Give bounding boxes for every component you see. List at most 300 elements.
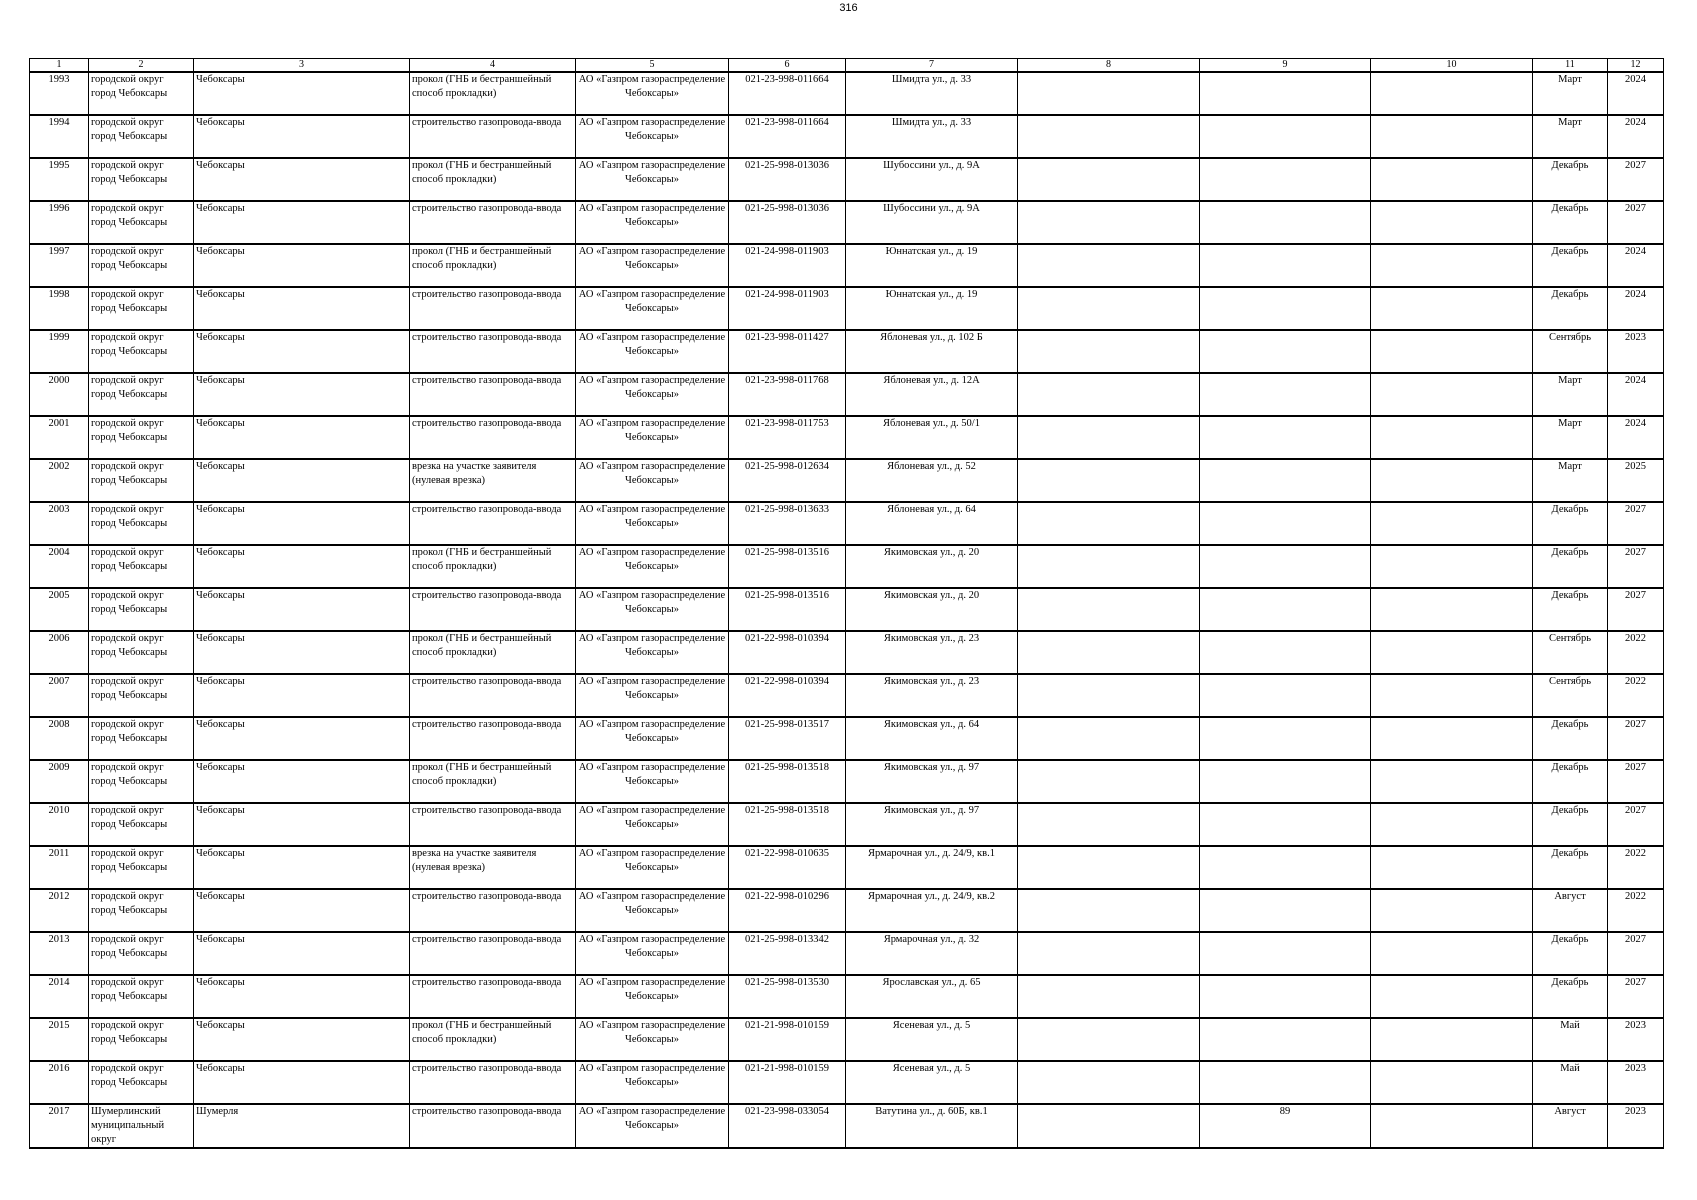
month-cell: Декабрь <box>1533 717 1608 760</box>
column-10-cell <box>1371 115 1533 158</box>
application-number-cell: 021-22-998-010394 <box>729 674 846 717</box>
month-cell: Декабрь <box>1533 545 1608 588</box>
table-row <box>30 975 1664 1018</box>
month-cell: Март <box>1533 373 1608 416</box>
row-number-cell: 2016 <box>30 1061 89 1104</box>
column-8-cell <box>1018 158 1200 201</box>
address-cell: Якимовская ул., д. 20 <box>846 588 1018 631</box>
settlement-cell: Чебоксары <box>194 674 410 717</box>
column-10-cell <box>1371 158 1533 201</box>
application-number-cell: 021-22-998-010394 <box>729 631 846 674</box>
work-type-cell: строительство газопровода-ввода <box>410 588 576 631</box>
column-8-cell <box>1018 115 1200 158</box>
month-cell: Декабрь <box>1533 975 1608 1018</box>
column-8-cell <box>1018 459 1200 502</box>
year-cell: 2024 <box>1608 416 1664 459</box>
settlement-cell: Чебоксары <box>194 502 410 545</box>
month-cell: Сентябрь <box>1533 330 1608 373</box>
application-number-cell: 021-25-998-013036 <box>729 201 846 244</box>
year-cell: 2022 <box>1608 631 1664 674</box>
table-row <box>30 115 1664 158</box>
column-9-cell <box>1200 72 1371 115</box>
settlement-cell: Чебоксары <box>194 631 410 674</box>
settlement-cell: Чебоксары <box>194 72 410 115</box>
application-number-cell: 021-23-998-011768 <box>729 373 846 416</box>
application-number-cell: 021-24-998-011903 <box>729 244 846 287</box>
column-8-cell <box>1018 588 1200 631</box>
district-cell: городской округ город Чебоксары <box>89 588 194 631</box>
work-type-cell: строительство газопровода-ввода <box>410 287 576 330</box>
year-cell: 2023 <box>1608 330 1664 373</box>
month-cell: Декабрь <box>1533 932 1608 975</box>
column-9-cell <box>1200 760 1371 803</box>
month-cell: Март <box>1533 459 1608 502</box>
row-number-cell: 2010 <box>30 803 89 846</box>
column-10-cell <box>1371 631 1533 674</box>
settlement-cell: Чебоксары <box>194 932 410 975</box>
column-10-cell <box>1371 1018 1533 1061</box>
organization-cell: АО «Газпром газораспределение Чебоксары» <box>576 1104 729 1148</box>
column-8-cell <box>1018 72 1200 115</box>
organization-cell: АО «Газпром газораспределение Чебоксары» <box>576 115 729 158</box>
address-cell: Шубоссини ул., д. 9А <box>846 201 1018 244</box>
table-body <box>30 72 1664 1148</box>
work-type-cell: прокол (ГНБ и бестраншейный способ прокладки) <box>410 545 576 588</box>
application-number-cell: 021-25-998-013516 <box>729 545 846 588</box>
column-10-cell <box>1371 72 1533 115</box>
table-row <box>30 1061 1664 1104</box>
work-type-cell: строительство газопровода-ввода <box>410 115 576 158</box>
address-cell: Юннатская ул., д. 19 <box>846 287 1018 330</box>
column-8-cell <box>1018 803 1200 846</box>
row-number-cell: 1998 <box>30 287 89 330</box>
work-type-cell: прокол (ГНБ и бестраншейный способ прокладки) <box>410 1018 576 1061</box>
settlement-cell: Чебоксары <box>194 975 410 1018</box>
address-cell: Ватутина ул., д. 60Б, кв.1 <box>846 1104 1018 1148</box>
month-cell: Декабрь <box>1533 287 1608 330</box>
settlement-cell: Чебоксары <box>194 545 410 588</box>
application-number-cell: 021-23-998-011664 <box>729 72 846 115</box>
application-number-cell: 021-25-998-013518 <box>729 803 846 846</box>
month-cell: Май <box>1533 1018 1608 1061</box>
work-type-cell: прокол (ГНБ и бестраншейный способ прокладки) <box>410 631 576 674</box>
address-cell: Яблоневая ул., д. 12А <box>846 373 1018 416</box>
column-9-cell <box>1200 889 1371 932</box>
column-10-cell <box>1371 674 1533 717</box>
table-row <box>30 717 1664 760</box>
row-number-cell: 2014 <box>30 975 89 1018</box>
month-cell: Март <box>1533 416 1608 459</box>
year-cell: 2024 <box>1608 287 1664 330</box>
address-cell: Яблоневая ул., д. 64 <box>846 502 1018 545</box>
column-header: 6 <box>729 59 846 73</box>
organization-cell: АО «Газпром газораспределение Чебоксары» <box>576 545 729 588</box>
address-cell: Шмидта ул., д. 33 <box>846 72 1018 115</box>
table-row <box>30 889 1664 932</box>
district-cell: городской округ город Чебоксары <box>89 846 194 889</box>
address-cell: Шубоссини ул., д. 9А <box>846 158 1018 201</box>
settlement-cell: Чебоксары <box>194 803 410 846</box>
column-header: 10 <box>1371 59 1533 73</box>
row-number-cell: 1993 <box>30 72 89 115</box>
application-number-cell: 021-25-998-012634 <box>729 459 846 502</box>
column-10-cell <box>1371 975 1533 1018</box>
column-8-cell <box>1018 1018 1200 1061</box>
work-type-cell: врезка на участке заявителя (нулевая врезка) <box>410 846 576 889</box>
district-cell: городской округ город Чебоксары <box>89 244 194 287</box>
year-cell: 2024 <box>1608 115 1664 158</box>
column-number-row <box>30 59 1664 73</box>
row-number-cell: 2009 <box>30 760 89 803</box>
year-cell: 2024 <box>1608 373 1664 416</box>
month-cell: Декабрь <box>1533 588 1608 631</box>
table-row <box>30 416 1664 459</box>
row-number-cell: 2003 <box>30 502 89 545</box>
column-8-cell <box>1018 717 1200 760</box>
column-8-cell <box>1018 1104 1200 1148</box>
column-9-cell <box>1200 545 1371 588</box>
district-cell: городской округ город Чебоксары <box>89 502 194 545</box>
year-cell: 2027 <box>1608 545 1664 588</box>
month-cell: Сентябрь <box>1533 674 1608 717</box>
table-row <box>30 502 1664 545</box>
row-number-cell: 2006 <box>30 631 89 674</box>
column-9-cell <box>1200 502 1371 545</box>
row-number-cell: 2005 <box>30 588 89 631</box>
address-cell: Якимовская ул., д. 97 <box>846 803 1018 846</box>
settlement-cell: Чебоксары <box>194 588 410 631</box>
year-cell: 2023 <box>1608 1104 1664 1148</box>
application-number-cell: 021-22-998-010635 <box>729 846 846 889</box>
column-10-cell <box>1371 760 1533 803</box>
column-9-cell: 89 <box>1200 1104 1371 1148</box>
column-header: 9 <box>1200 59 1371 73</box>
table-row <box>30 287 1664 330</box>
row-number-cell: 2007 <box>30 674 89 717</box>
organization-cell: АО «Газпром газораспределение Чебоксары» <box>576 717 729 760</box>
month-cell: Декабрь <box>1533 244 1608 287</box>
column-10-cell <box>1371 1061 1533 1104</box>
row-number-cell: 1997 <box>30 244 89 287</box>
column-8-cell <box>1018 545 1200 588</box>
application-number-cell: 021-23-998-011664 <box>729 115 846 158</box>
organization-cell: АО «Газпром газораспределение Чебоксары» <box>576 674 729 717</box>
column-header: 2 <box>89 59 194 73</box>
address-cell: Ярмарочная ул., д. 24/9, кв.2 <box>846 889 1018 932</box>
district-cell: городской округ город Чебоксары <box>89 631 194 674</box>
address-cell: Якимовская ул., д. 23 <box>846 631 1018 674</box>
district-cell: городской округ город Чебоксары <box>89 1061 194 1104</box>
year-cell: 2023 <box>1608 1061 1664 1104</box>
settlement-cell: Чебоксары <box>194 201 410 244</box>
table-row <box>30 545 1664 588</box>
row-number-cell: 2011 <box>30 846 89 889</box>
row-number-cell: 2013 <box>30 932 89 975</box>
row-number-cell: 2004 <box>30 545 89 588</box>
settlement-cell: Чебоксары <box>194 717 410 760</box>
application-number-cell: 021-23-998-011753 <box>729 416 846 459</box>
column-9-cell <box>1200 330 1371 373</box>
column-8-cell <box>1018 760 1200 803</box>
month-cell: Март <box>1533 115 1608 158</box>
application-number-cell: 021-25-998-013517 <box>729 717 846 760</box>
column-10-cell <box>1371 846 1533 889</box>
table-row <box>30 1104 1664 1148</box>
year-cell: 2024 <box>1608 72 1664 115</box>
settlement-cell: Шумерля <box>194 1104 410 1148</box>
organization-cell: АО «Газпром газораспределение Чебоксары» <box>576 846 729 889</box>
row-number-cell: 2017 <box>30 1104 89 1148</box>
organization-cell: АО «Газпром газораспределение Чебоксары» <box>576 373 729 416</box>
work-type-cell: строительство газопровода-ввода <box>410 502 576 545</box>
table-row <box>30 330 1664 373</box>
column-9-cell <box>1200 1018 1371 1061</box>
year-cell: 2023 <box>1608 1018 1664 1061</box>
work-type-cell: врезка на участке заявителя (нулевая врезка) <box>410 459 576 502</box>
column-9-cell <box>1200 588 1371 631</box>
column-9-cell <box>1200 717 1371 760</box>
settlement-cell: Чебоксары <box>194 287 410 330</box>
table-row <box>30 846 1664 889</box>
organization-cell: АО «Газпром газораспределение Чебоксары» <box>576 803 729 846</box>
table-row <box>30 201 1664 244</box>
table-row <box>30 1018 1664 1061</box>
district-cell: городской округ город Чебоксары <box>89 201 194 244</box>
month-cell: Август <box>1533 1104 1608 1148</box>
address-cell: Якимовская ул., д. 97 <box>846 760 1018 803</box>
work-type-cell: строительство газопровода-ввода <box>410 416 576 459</box>
column-9-cell <box>1200 975 1371 1018</box>
column-8-cell <box>1018 1061 1200 1104</box>
column-10-cell <box>1371 588 1533 631</box>
organization-cell: АО «Газпром газораспределение Чебоксары» <box>576 158 729 201</box>
table-row <box>30 72 1664 115</box>
table-row <box>30 803 1664 846</box>
district-cell: городской округ город Чебоксары <box>89 1018 194 1061</box>
district-cell: городской округ город Чебоксары <box>89 158 194 201</box>
organization-cell: АО «Газпром газораспределение Чебоксары» <box>576 760 729 803</box>
page-number: 316 <box>839 2 858 14</box>
district-cell: городской округ город Чебоксары <box>89 545 194 588</box>
table-row <box>30 674 1664 717</box>
column-10-cell <box>1371 932 1533 975</box>
work-type-cell: прокол (ГНБ и бестраншейный способ прокладки) <box>410 760 576 803</box>
settlement-cell: Чебоксары <box>194 158 410 201</box>
month-cell: Май <box>1533 1061 1608 1104</box>
column-header: 3 <box>194 59 410 73</box>
month-cell: Март <box>1533 72 1608 115</box>
column-10-cell <box>1371 201 1533 244</box>
month-cell: Декабрь <box>1533 760 1608 803</box>
column-header: 11 <box>1533 59 1608 73</box>
column-9-cell <box>1200 373 1371 416</box>
month-cell: Декабрь <box>1533 803 1608 846</box>
column-9-cell <box>1200 1061 1371 1104</box>
district-cell: городской округ город Чебоксары <box>89 330 194 373</box>
work-type-cell: строительство газопровода-ввода <box>410 975 576 1018</box>
column-9-cell <box>1200 287 1371 330</box>
column-8-cell <box>1018 244 1200 287</box>
address-cell: Яблоневая ул., д. 50/1 <box>846 416 1018 459</box>
year-cell: 2027 <box>1608 717 1664 760</box>
column-10-cell <box>1371 502 1533 545</box>
settlement-cell: Чебоксары <box>194 459 410 502</box>
settlement-cell: Чебоксары <box>194 330 410 373</box>
month-cell: Декабрь <box>1533 158 1608 201</box>
application-number-cell: 021-22-998-010296 <box>729 889 846 932</box>
column-9-cell <box>1200 631 1371 674</box>
column-header: 5 <box>576 59 729 73</box>
district-cell: городской округ город Чебоксары <box>89 72 194 115</box>
application-number-cell: 021-23-998-033054 <box>729 1104 846 1148</box>
settlement-cell: Чебоксары <box>194 760 410 803</box>
district-cell: городской округ город Чебоксары <box>89 459 194 502</box>
organization-cell: АО «Газпром газораспределение Чебоксары» <box>576 1061 729 1104</box>
settlement-cell: Чебоксары <box>194 115 410 158</box>
settlement-cell: Чебоксары <box>194 416 410 459</box>
district-cell: городской округ город Чебоксары <box>89 373 194 416</box>
table-row <box>30 459 1664 502</box>
row-number-cell: 1999 <box>30 330 89 373</box>
work-type-cell: строительство газопровода-ввода <box>410 201 576 244</box>
application-number-cell: 021-24-998-011903 <box>729 287 846 330</box>
work-type-cell: строительство газопровода-ввода <box>410 1061 576 1104</box>
organization-cell: АО «Газпром газораспределение Чебоксары» <box>576 416 729 459</box>
address-cell: Якимовская ул., д. 23 <box>846 674 1018 717</box>
column-header: 7 <box>846 59 1018 73</box>
address-cell: Юннатская ул., д. 19 <box>846 244 1018 287</box>
work-type-cell: прокол (ГНБ и бестраншейный способ прокладки) <box>410 72 576 115</box>
district-cell: городской округ город Чебоксары <box>89 115 194 158</box>
work-type-cell: строительство газопровода-ввода <box>410 1104 576 1148</box>
district-cell: городской округ город Чебоксары <box>89 416 194 459</box>
year-cell: 2024 <box>1608 244 1664 287</box>
address-cell: Яблоневая ул., д. 102 Б <box>846 330 1018 373</box>
row-number-cell: 2001 <box>30 416 89 459</box>
register-table <box>29 58 1664 1149</box>
organization-cell: АО «Газпром газораспределение Чебоксары» <box>576 588 729 631</box>
organization-cell: АО «Газпром газораспределение Чебоксары» <box>576 201 729 244</box>
column-9-cell <box>1200 201 1371 244</box>
column-9-cell <box>1200 244 1371 287</box>
column-10-cell <box>1371 889 1533 932</box>
application-number-cell: 021-25-998-013516 <box>729 588 846 631</box>
district-cell: Шумерлинский муниципальный округ <box>89 1104 194 1148</box>
work-type-cell: строительство газопровода-ввода <box>410 932 576 975</box>
organization-cell: АО «Газпром газораспределение Чебоксары» <box>576 287 729 330</box>
organization-cell: АО «Газпром газораспределение Чебоксары» <box>576 975 729 1018</box>
district-cell: городской округ город Чебоксары <box>89 803 194 846</box>
year-cell: 2027 <box>1608 502 1664 545</box>
district-cell: городской округ город Чебоксары <box>89 287 194 330</box>
column-8-cell <box>1018 201 1200 244</box>
organization-cell: АО «Газпром газораспределение Чебоксары» <box>576 459 729 502</box>
work-type-cell: строительство газопровода-ввода <box>410 373 576 416</box>
column-9-cell <box>1200 803 1371 846</box>
year-cell: 2027 <box>1608 588 1664 631</box>
address-cell: Ярмарочная ул., д. 32 <box>846 932 1018 975</box>
work-type-cell: строительство газопровода-ввода <box>410 803 576 846</box>
month-cell: Декабрь <box>1533 201 1608 244</box>
address-cell: Якимовская ул., д. 64 <box>846 717 1018 760</box>
organization-cell: АО «Газпром газораспределение Чебоксары» <box>576 244 729 287</box>
column-header: 12 <box>1608 59 1664 73</box>
month-cell: Сентябрь <box>1533 631 1608 674</box>
column-10-cell <box>1371 416 1533 459</box>
year-cell: 2027 <box>1608 975 1664 1018</box>
work-type-cell: строительство газопровода-ввода <box>410 674 576 717</box>
column-10-cell <box>1371 330 1533 373</box>
organization-cell: АО «Газпром газораспределение Чебоксары» <box>576 1018 729 1061</box>
column-9-cell <box>1200 674 1371 717</box>
work-type-cell: строительство газопровода-ввода <box>410 717 576 760</box>
column-10-cell <box>1371 717 1533 760</box>
row-number-cell: 1994 <box>30 115 89 158</box>
district-cell: городской округ город Чебоксары <box>89 932 194 975</box>
address-cell: Ярмарочная ул., д. 24/9, кв.1 <box>846 846 1018 889</box>
organization-cell: АО «Газпром газораспределение Чебоксары» <box>576 72 729 115</box>
application-number-cell: 021-25-998-013518 <box>729 760 846 803</box>
column-9-cell <box>1200 158 1371 201</box>
year-cell: 2027 <box>1608 158 1664 201</box>
month-cell: Декабрь <box>1533 502 1608 545</box>
settlement-cell: Чебоксары <box>194 244 410 287</box>
column-10-cell <box>1371 1104 1533 1148</box>
address-cell: Якимовская ул., д. 20 <box>846 545 1018 588</box>
settlement-cell: Чебоксары <box>194 373 410 416</box>
table-row <box>30 588 1664 631</box>
table-row <box>30 373 1664 416</box>
column-8-cell <box>1018 416 1200 459</box>
column-header: 1 <box>30 59 89 73</box>
column-8-cell <box>1018 932 1200 975</box>
column-10-cell <box>1371 545 1533 588</box>
column-8-cell <box>1018 975 1200 1018</box>
organization-cell: АО «Газпром газораспределение Чебоксары» <box>576 889 729 932</box>
address-cell: Ясеневая ул., д. 5 <box>846 1018 1018 1061</box>
application-number-cell: 021-21-998-010159 <box>729 1018 846 1061</box>
row-number-cell: 1996 <box>30 201 89 244</box>
settlement-cell: Чебоксары <box>194 1061 410 1104</box>
row-number-cell: 2015 <box>30 1018 89 1061</box>
settlement-cell: Чебоксары <box>194 846 410 889</box>
month-cell: Август <box>1533 889 1608 932</box>
district-cell: городской округ город Чебоксары <box>89 674 194 717</box>
application-number-cell: 021-25-998-013530 <box>729 975 846 1018</box>
table-row <box>30 631 1664 674</box>
address-cell: Яблоневая ул., д. 52 <box>846 459 1018 502</box>
application-number-cell: 021-23-998-011427 <box>729 330 846 373</box>
work-type-cell: строительство газопровода-ввода <box>410 330 576 373</box>
column-8-cell <box>1018 631 1200 674</box>
column-10-cell <box>1371 459 1533 502</box>
table-header <box>30 59 1664 73</box>
year-cell: 2027 <box>1608 201 1664 244</box>
table-row <box>30 158 1664 201</box>
address-cell: Ярославская ул., д. 65 <box>846 975 1018 1018</box>
row-number-cell: 2000 <box>30 373 89 416</box>
organization-cell: АО «Газпром газораспределение Чебоксары» <box>576 330 729 373</box>
column-8-cell <box>1018 373 1200 416</box>
address-cell: Ясеневая ул., д. 5 <box>846 1061 1018 1104</box>
table-row <box>30 244 1664 287</box>
application-number-cell: 021-25-998-013342 <box>729 932 846 975</box>
year-cell: 2022 <box>1608 846 1664 889</box>
column-header: 8 <box>1018 59 1200 73</box>
address-cell: Шмидта ул., д. 33 <box>846 115 1018 158</box>
column-10-cell <box>1371 287 1533 330</box>
organization-cell: АО «Газпром газораспределение Чебоксары» <box>576 502 729 545</box>
